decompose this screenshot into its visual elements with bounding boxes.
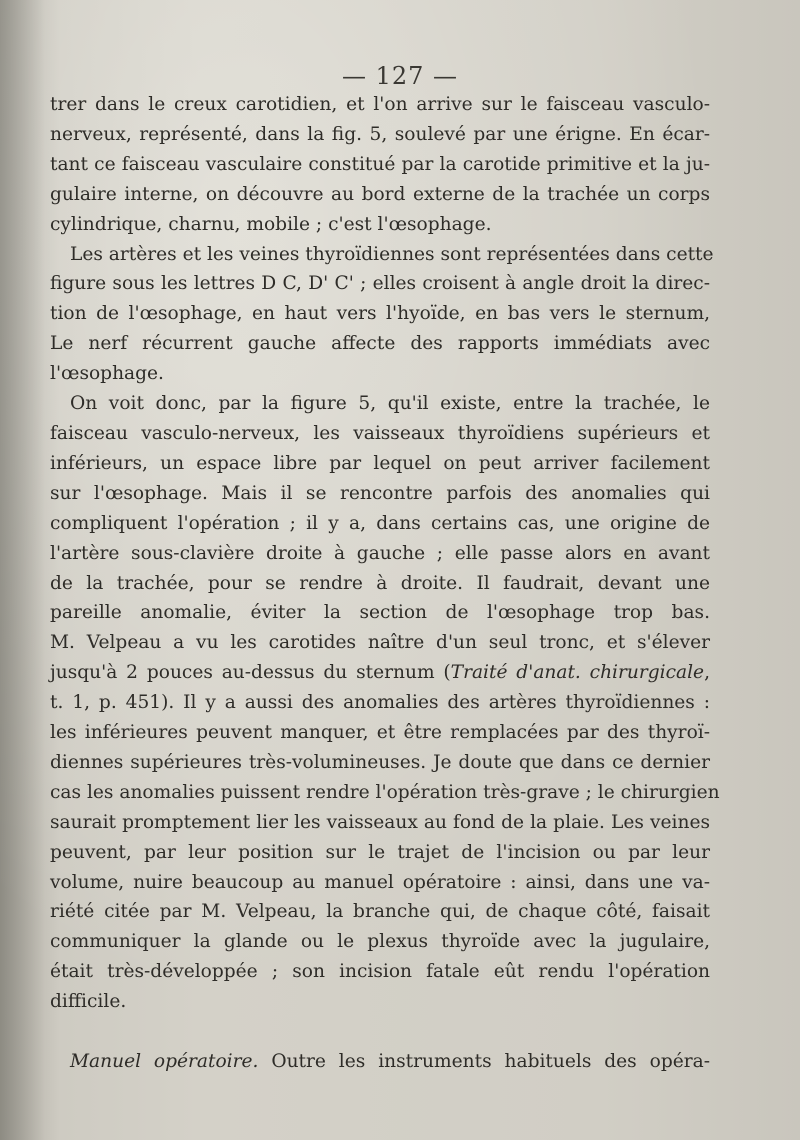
text-line: communiquer la glande ou le plexus thyroïde avec la jugulaire, bbox=[50, 931, 710, 953]
citation-tail: , bbox=[704, 662, 710, 684]
text-line: saurait promptement lier les vaisseaux au fond de la plaie. Les veines bbox=[50, 811, 710, 833]
text-line: sur l'œsophage. Mais il se rencontre parfois des anomalies qui bbox=[50, 482, 710, 504]
section-heading-line bbox=[50, 1047, 710, 1077]
text-line: faisceau vasculo-nerveux, les vaisseaux thyroïdiens supérieurs et bbox=[50, 422, 710, 444]
text-line: les inférieures peuvent manquer, et être remplacées par des thyroï- bbox=[50, 722, 710, 744]
text-line: Le nerf récurrent gauche affecte des rapports immédiats avec bbox=[50, 333, 710, 355]
text-line: diennes supérieures très-volumineuses. Je doute que dans ce dernier bbox=[50, 751, 710, 773]
citation-lead: jusqu'à 2 pouces au-dessus du sternum ( bbox=[50, 662, 451, 684]
text-line: trer dans le creux carotidien, et l'on arrive sur le faisceau vasculo- bbox=[50, 94, 710, 115]
text-line: riété citée par M. Velpeau, la branche qui, de chaque côté, faisait bbox=[50, 901, 710, 923]
text-line: Les artères et les veines thyroïdiennes sont représentées dans cette bbox=[70, 243, 714, 265]
body-text bbox=[50, 90, 720, 1077]
text-line: On voit donc, par la figure 5, qu'il existe, entre la trachée, le bbox=[70, 393, 710, 415]
text-line-citation bbox=[50, 658, 710, 688]
text-line: de la trachée, pour se rendre à droite. Il faudrait, devant une bbox=[50, 572, 710, 594]
text-line: difficile. bbox=[50, 991, 127, 1013]
paragraph-gap bbox=[50, 1017, 710, 1047]
text-line: cas les anomalies puissent rendre l'opération très-grave ; le chirurgien bbox=[50, 781, 720, 803]
text-line: tant ce faisceau vasculaire constitué par la carotide primitive et la ju- bbox=[50, 153, 710, 175]
citation-title: Traité d'anat. chirurgicale bbox=[450, 662, 705, 684]
text-line: nerveux, représenté, dans la fig. 5, soulevé par une érigne. En écar- bbox=[50, 123, 710, 145]
text-line: figure sous les lettres D C, D' C' ; elles croisent à angle droit la direc- bbox=[50, 273, 710, 295]
text-line: M. Velpeau a vu les carotides naître d'un seul tronc, et s'élever bbox=[50, 632, 710, 654]
text-line: gulaire interne, on découvre au bord externe de la trachée un corps bbox=[50, 183, 710, 205]
text-line: l'œsophage. bbox=[50, 363, 164, 385]
text-line: compliquent l'opération ; il y a, dans certains cas, une origine de bbox=[50, 512, 710, 534]
binding-gutter-shadow bbox=[0, 0, 45, 1140]
text-line: t. 1, p. 451). Il y a aussi des anomalies des artères thyroïdiennes : bbox=[50, 692, 710, 714]
page-number: — 127 — bbox=[341, 62, 459, 90]
text-line: l'artère sous-clavière droite à gauche ; elle passe alors en avant bbox=[50, 542, 710, 564]
text-line: pareille anomalie, éviter la section de l'œsophage trop bas. bbox=[50, 602, 710, 624]
section-heading-rest: Outre les instruments habituels des opéra- bbox=[258, 1051, 710, 1073]
text-line: volume, nuire beaucoup au manuel opératoire : ainsi, dans une va- bbox=[50, 871, 710, 893]
text-line: inférieurs, un espace libre par lequel on peut arriver facilement bbox=[50, 452, 710, 474]
text-line: tion de l'œsophage, en haut vers l'hyoïde, en bas vers le sternum, bbox=[50, 303, 710, 325]
text-line: cylindrique, charnu, mobile ; c'est l'œsophage. bbox=[50, 213, 492, 235]
section-heading: Manuel opératoire. bbox=[70, 1051, 259, 1073]
text-line: était très-développée ; son incision fatale eût rendu l'opération bbox=[50, 961, 710, 983]
text-line: peuvent, par leur position sur le trajet de l'incision ou par leur bbox=[50, 841, 710, 863]
